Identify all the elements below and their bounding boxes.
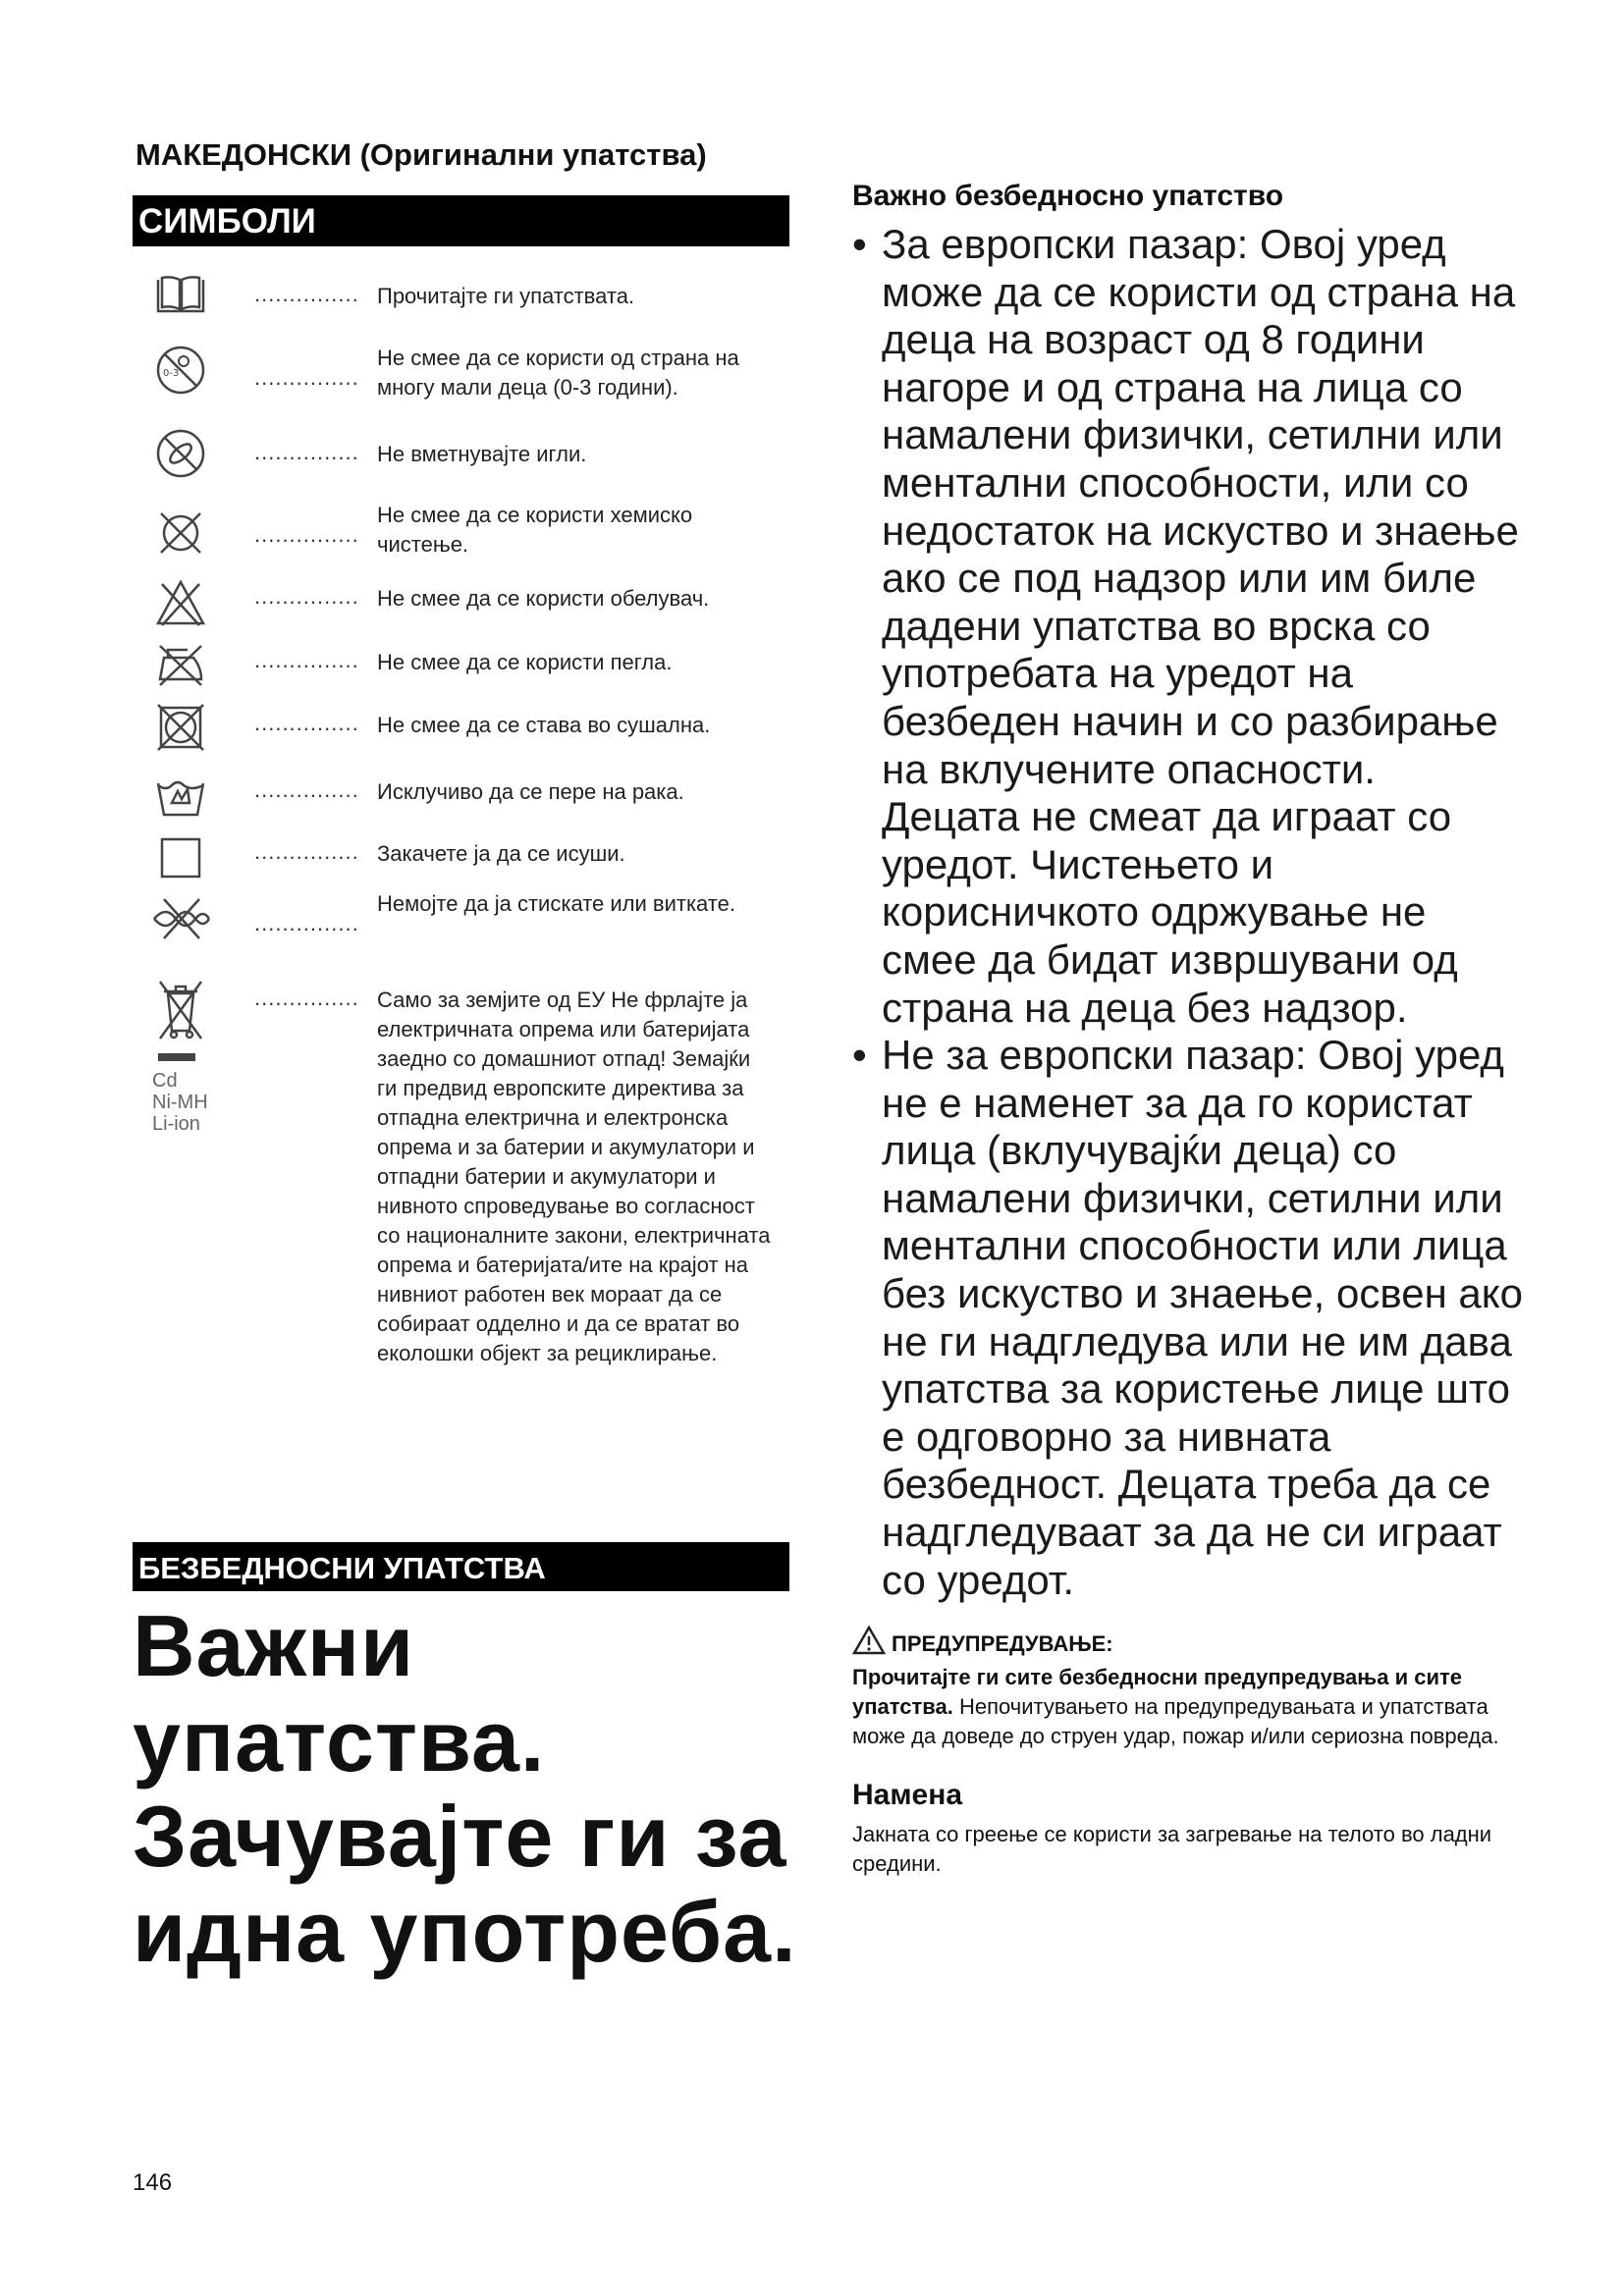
chem-nimh: Ni-MH (152, 1092, 208, 1113)
warning-heading (852, 1626, 1525, 1663)
no-tumble-dry-icon (154, 701, 207, 754)
symbol-text: Не смее да се користи обелувач. (377, 586, 710, 611)
symbols-section-header: СИМБОЛИ (133, 195, 789, 246)
symbol-text: Не вметнувајте игли. (377, 442, 587, 466)
no-bleach-icon (154, 576, 207, 629)
warning-triangle-icon (852, 1626, 886, 1663)
bullet-icon: • (852, 1032, 867, 1079)
symbol-dots: ............... (254, 711, 359, 735)
page-number: 146 (133, 2169, 173, 2196)
symbol-text: Прочитајте ги упатствата. (377, 284, 635, 308)
bullet-text: Не за европски пазар: Овој уред не е наменет за да го користат лица (вклучувајќи деца) со намалени физички, сетилни или ментални способности или лица без искуство и знаење, освен ако не ги надгледува или не им дава упатства за користење лице што е одговорно за нивната безбедност. Децата треба да се надгледуваат за да не си играат со уредот. (882, 1032, 1523, 1603)
no-small-children-icon (154, 344, 207, 397)
symbol-dots: ............... (254, 648, 359, 672)
symbol-dots: ............... (254, 365, 359, 390)
purpose-heading: Намена (852, 1779, 963, 1812)
battery-chemistry-list (152, 1070, 208, 1135)
bullet-icon: • (852, 221, 867, 267)
symbol-dots: ............... (254, 522, 359, 547)
warning-bold-text: Прочитајте ги сите безбедносни предупредувања и сите упатства. (852, 1665, 1462, 1720)
safety-bullet-list (852, 221, 1525, 1604)
warning-text: Непочитувањето на предупредувањата и упатствата може да доведе до струен удар, пожар и/или сериозна повреда. (852, 1694, 1499, 1749)
no-pins-icon (154, 427, 207, 480)
list-item (852, 221, 1525, 1032)
symbol-dots: ............... (254, 911, 359, 935)
symbol-dots: ............... (254, 584, 359, 609)
read-manual-icon (154, 268, 207, 321)
weee-divider (158, 1053, 195, 1061)
bullet-text: За европски пазар: Овој уред може да се користи од страна на деца на возраст од 8 години нагоре и од страна на лица со намалени физички, сетилни или ментални способности, или со недостаток на искуство и знаење ако се под надзор или им биле дадени упатства во врска со употребата на уредот на безбеден начин и со разбирање на вклучените опасности. Децата не смеат да играат со уредот. Чистењето и корисничкото одржување не смее да бидат извршувани од страна на деца без надзор. (882, 221, 1519, 1031)
no-dry-cleaning-icon (154, 507, 207, 560)
symbol-text: Не смее да се користи пегла. (377, 650, 673, 674)
safety-section-header: БЕЗБЕДНОСНИ УПАТСТВА (133, 1542, 789, 1591)
no-ironing-icon (154, 638, 207, 691)
crossed-bin-icon (154, 978, 207, 1041)
weee-text: Само за земјите од ЕУ Не фрлајте ја електричната опрема или батеријата заедно со домашниот отпад! Земајќи ги предвид европските директива за отпадна електрична и електронска опрема и за батерии и акумулатори и отпадни батерии и акумулатори и нивното спроведување во согласност со националните закони, електричната опрема и батеријата/ите на крајот на нивниот работен век мораат да се собираат одделно и да се вратат во еколошки објект за рециклирање. (377, 988, 771, 1365)
symbol-text: Немојте да ја стискате или виткате. (377, 891, 735, 916)
list-item (852, 1032, 1525, 1604)
symbol-dots: ............... (254, 986, 359, 1010)
symbol-text: Закачете ја да се исуши. (377, 841, 625, 866)
symbol-text: Не смее да се користи од страна на многу мали деца (0-3 години). (377, 346, 739, 400)
symbol-text: Исклучиво да се пере на рака. (377, 779, 684, 804)
warning-body (852, 1663, 1525, 1751)
important-safety-heading: Важно безбедносно упатство (852, 180, 1284, 212)
symbol-text: Не смее да се користи хемиско чистење. (377, 503, 693, 557)
symbol-text: Не смее да се става во сушална. (377, 713, 711, 737)
symbol-dots: ............... (254, 282, 359, 306)
warning-box (852, 1626, 1525, 1751)
chem-liion: Li-ion (152, 1113, 200, 1135)
line-dry-icon (154, 831, 207, 884)
page-heading: МАКЕДОНСКИ (Оригинални упатства) (135, 137, 707, 172)
warning-label: ПРЕДУПРЕДУВАЊЕ: (892, 1631, 1113, 1657)
no-small-children-icon-label: 0-3 (163, 368, 180, 379)
symbol-dots: ............... (254, 839, 359, 864)
hand-wash-icon (154, 770, 207, 823)
right-column (852, 180, 1525, 1879)
chem-cd: Cd (152, 1070, 178, 1092)
symbol-dots: ............... (254, 777, 359, 802)
important-instructions-title: Важни упатства. Зачувајте ги за идна употреба. (133, 1597, 797, 1980)
symbol-dots: ............... (254, 440, 359, 464)
no-wringing-icon (150, 891, 213, 944)
purpose-text: Јакната со греење се користи за загревање на телото во ладни средини. (852, 1822, 1492, 1877)
